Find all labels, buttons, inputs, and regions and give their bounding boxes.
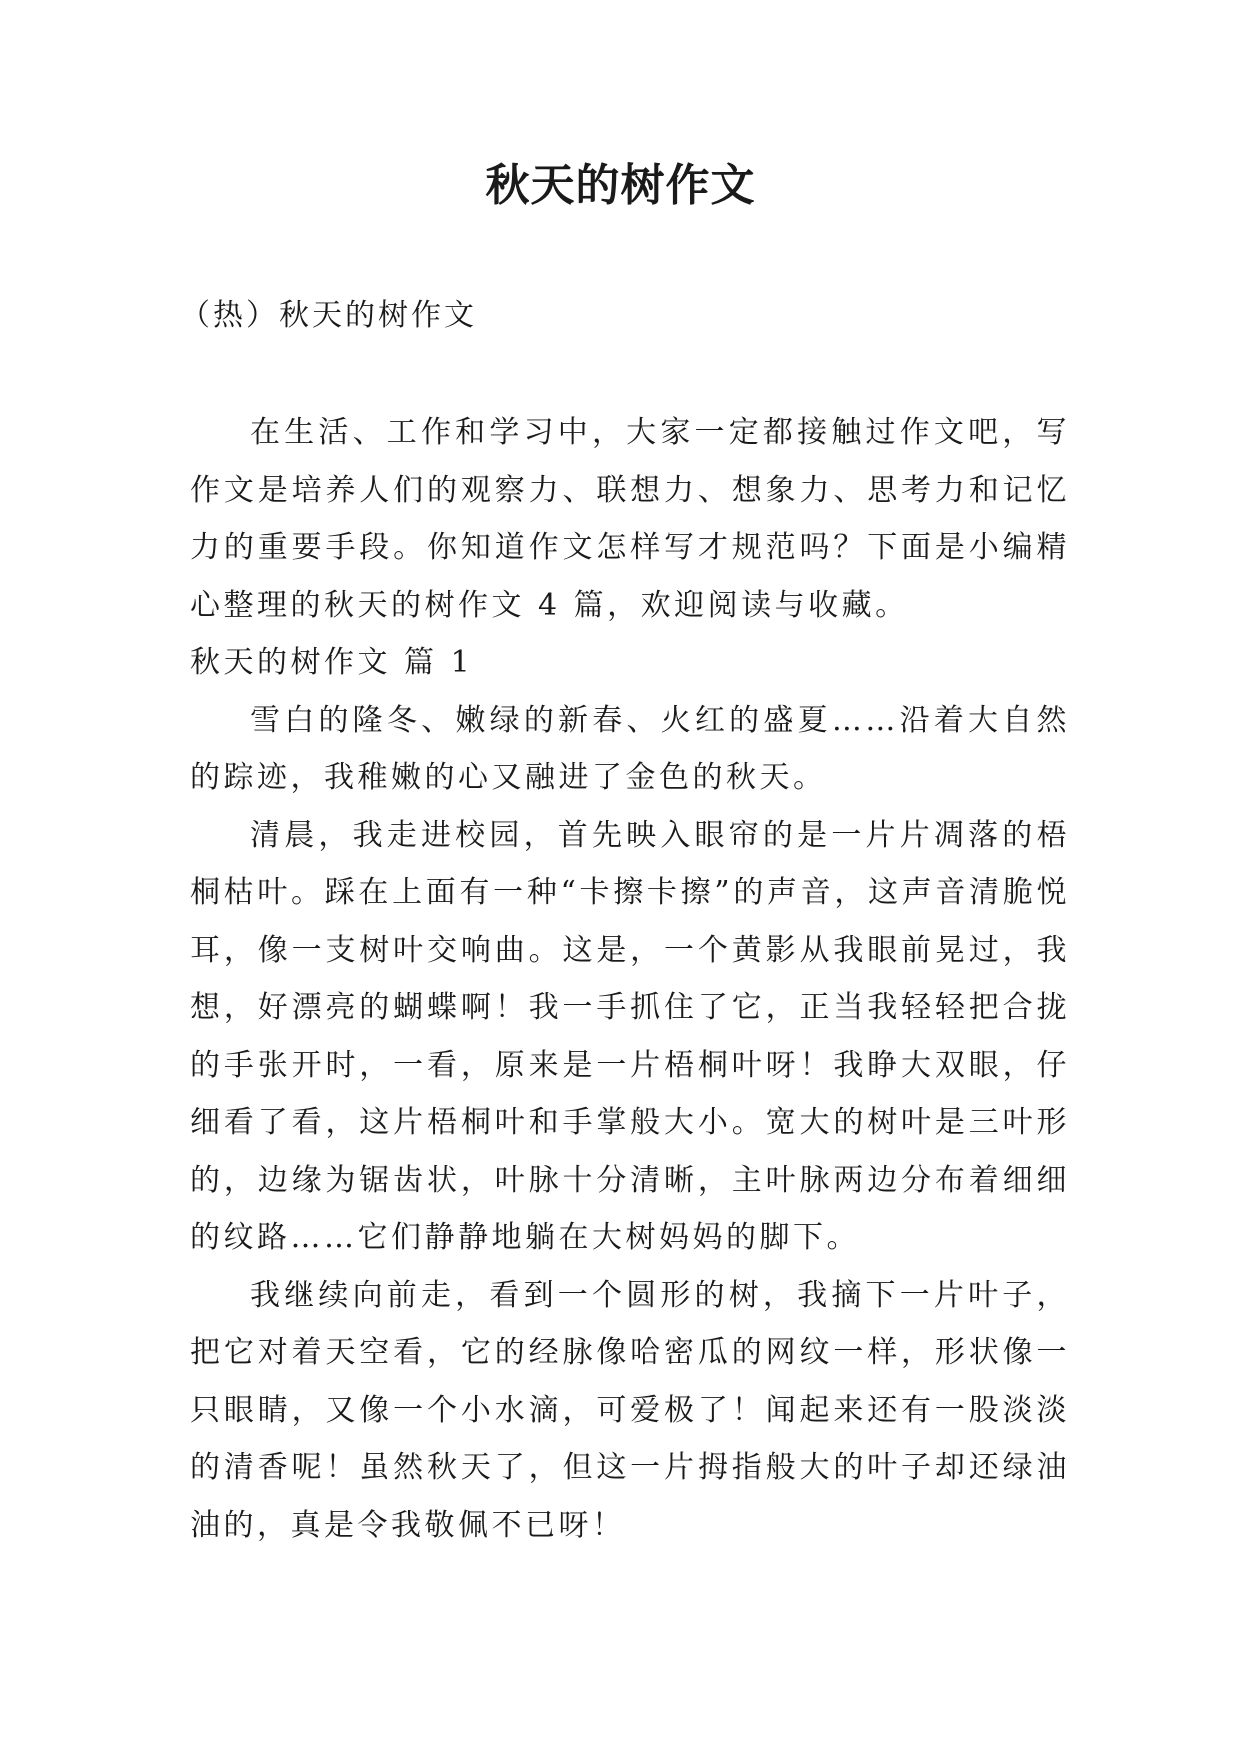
body-paragraph-3: 我继续向前走，看到一个圆形的树，我摘下一片叶子，把它对着天空看，它的经脉像哈密瓜的网纹一样，形状像一只眼睛，又像一个小水滴，可爱极了！闻起来还有一股淡淡的清香呢！虽然秋天了，但这一片拇指般大的叶子却还绿油油的，真是令我敬佩不已呀！ [190,1277,1070,1543]
document-title: 秋天的树作文 [485,160,756,211]
body-paragraph-2: 清晨，我走进校园，首先映入眼帘的是一片片凋落的梧桐枯叶。踩在上面有一种“卡擦卡擦”的声音，这声音清脆悦耳，像一支树叶交响曲。这是，一个黄影从我眼前晃过，我想，好漂亮的蝴蝶啊！我一手抓住了它，正当我轻轻把合拢的手张开时，一看，原来是一片梧桐叶呀！我睁大双眼，仔细看了看，这片梧桐叶和手掌般大小。宽大的树叶是三叶形的，边缘为锯齿状，叶脉十分清晰，主叶脉两边分布着细细的纹路……它们静静地躺在大树妈妈的脚下。 [190,817,1070,1255]
section-heading: 秋天的树作文 篇 1 [190,645,474,680]
document-subtitle: （热）秋天的树作文 [180,298,477,333]
intro-paragraph: 在生活、工作和学习中，大家一定都接触过作文吧，写作文是培养人们的观察力、联想力、想象力、思考力和记忆力的重要手段。你知道作文怎样写才规范吗？下面是小编精心整理的秋天的树作文 4 篇，欢迎阅读与收藏。 [190,415,1070,623]
document-body [190,404,1070,1554]
body-paragraph-1: 雪白的隆冬、嫩绿的新春、火红的盛夏……沿着大自然的踪迹，我稚嫩的心又融进了金色的秋天。 [190,702,1070,795]
